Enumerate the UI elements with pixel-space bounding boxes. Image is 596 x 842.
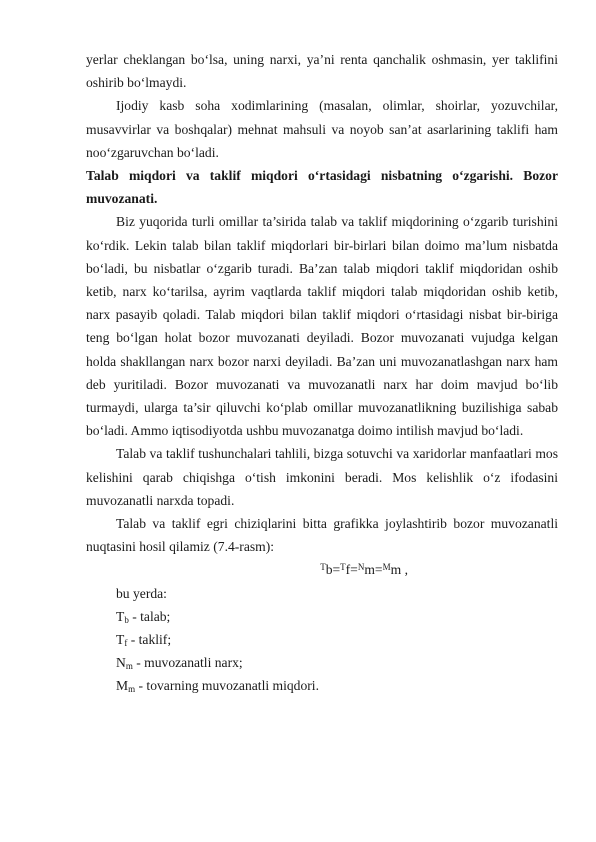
paragraph-1: yerlar cheklangan bo‘lsa, uning narxi, ya’ni renta qanchalik oshmasin, yer taklifini oshirib bo‘lmaydi. [86,52,558,91]
def-subscript: f [124,638,128,649]
paragraph-2: Ijodiy kasb soha xodimlarining (masalan, olimlar, shoirlar, yozuvchilar, musavvirlar va boshqalar) mehnat mahsuli va noyob san’at asarlarining taklifi ham noo‘zgaruvchan bo‘ladi. [86,98,558,160]
formula-m1: m= [364,562,383,578]
def-subscript: b [124,614,129,625]
section-heading: Talab miqdori va taklif miqdori o‘rtasidagi nisbatning o‘zgarishi. Bozor muvozanati. [86,168,558,207]
paragraph-5: Talab va taklif egri chiziqlarini bitta grafikka joylashtirib bozor muvozanatli nuqtasini hosil qilamiz (7.4-rasm): [86,516,558,555]
def-symbol: T [116,632,125,648]
def-symbol: T [116,608,125,624]
def-text: - taklif; [127,632,172,648]
formula-f: f= [345,562,358,578]
def-text: - talab; [128,608,171,624]
def-text: - muvozanatli narx; [132,655,243,671]
document-page [86,48,558,698]
paragraph-4: Talab va taklif tushunchalari tahlili, bizga sotuvchi va xaridorlar manfaatlari mos kelishini qarab chiqishga o‘tish imkonini beradi. Mos kelishlik o‘z ifodasini muvozanatli narxda topadi. [86,446,558,508]
formula-sup-t2: T [340,562,346,573]
def-symbol: N [116,655,126,671]
formula-b: b= [325,562,341,578]
paragraph-3: Biz yuqorida turli omillar ta’sirida talab va taklif miqdorining o‘zgarib turishini ko‘rdik. Lekin talab bilan taklif miqdorlari bir-birlari bilan doimo ma’lum nisbatda bo‘ladi, bu nisbatlar o‘zgarib turadi. Ba’zan talab miqdori taklif miqdoridan oshib ketib, narx ko‘tarilsa, ayrim vaqtlarda taklif miqdori talab miqdoridan oshib ketib, narx pasayib qoladi. Talab miqdori bilan taklif miqdori o‘rtasidagi nisbat bir-biriga teng bo‘lgan holat bozor muvozanati deyiladi. Bozor muvozanati vujudga kelgan holda shakllangan narx bozor narxi deyiladi. Ba’zan uni muvozanatlashgan narx ham deb yuritiladi. Bozor muvozanati va muvozanatli narx har doim mavjud bo‘lib turmaydi, ularga ta’sir qiluvchi ko‘plab omillar muvozanatlikning buzilishiga sabab bo‘ladi. Ammo iqtisodiyotda ushbu muvozanatga doimo intilish mavjud bo‘ladi. [86,214,558,439]
formula-sup-m: M [382,562,391,573]
formula-sup-t1: T [320,562,326,573]
def-symbol: M [116,678,129,694]
def-subscript: m [125,661,133,672]
definition-taklif [86,628,558,651]
definitions-intro: bu yerda: [116,585,167,601]
definition-talab [86,605,558,628]
formula-m2: m , [390,562,408,578]
equilibrium-formula [86,558,558,581]
definition-narx [86,651,558,674]
formula-sup-n: N [357,562,365,573]
def-text: - tovarning muvozanatli miqdori. [135,678,319,694]
def-subscript: m [128,684,136,695]
definition-miqdor [86,674,558,697]
